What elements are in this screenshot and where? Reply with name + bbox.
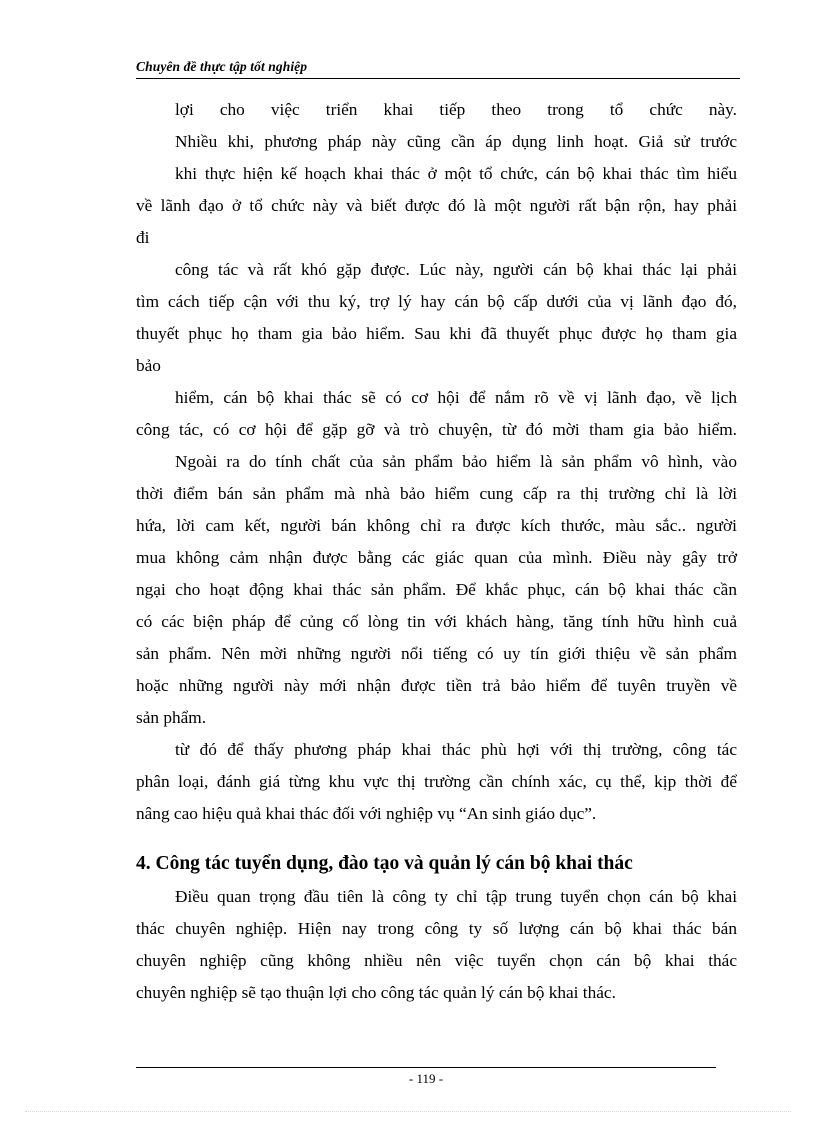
footer-divider: [136, 1067, 716, 1068]
document-title: Chuyên đề thực tập tốt nghiệp: [136, 59, 308, 74]
text-line: hiểm, cán bộ khai thác sẽ có cơ hội để nắm rõ về vị lãnh đạo, về lịch: [175, 388, 737, 407]
text-line: công tác và rất khó gặp được. Lúc này, người cán bộ khai thác lại phải: [175, 260, 737, 279]
text-line: Điều quan trọng đầu tiên là công ty chỉ tập trung tuyển chọn cán bộ khai: [175, 887, 737, 906]
page-boundary: [25, 1111, 791, 1112]
header-divider: [136, 78, 740, 79]
text-line: lợi cho việc triển khai tiếp theo trong tổ chức này.: [175, 100, 737, 119]
text-line: chuyên nghiệp sẽ tạo thuận lợi cho công tác quản lý cán bộ khai thác.: [136, 983, 616, 1002]
text-line: công tác, có cơ hội để gặp gỡ và trò chuyện, từ đó mời tham gia bảo hiểm.: [136, 420, 737, 439]
text-line: bảo: [136, 356, 161, 375]
text-line: ngại cho hoạt động khai thác sản phẩm. Để khắc phục, cán bộ khai thác cần: [136, 580, 737, 599]
text-line: chuyên nghiệp cũng không nhiều nên việc tuyển chọn cán bộ khai thác: [136, 951, 737, 970]
text-line: khi thực hiện kế hoạch khai thác ở một tổ chức, cán bộ khai thác tìm hiểu: [175, 164, 737, 183]
body-paragraphs: [136, 94, 737, 830]
text-line: Nhiều khi, phương pháp này cũng cần áp dụng linh hoạt. Giả sử trước: [175, 132, 737, 151]
page-footer: [136, 1067, 716, 1088]
text-line: đi: [136, 228, 150, 247]
section-heading: 4. Công tác tuyển dụng, đào tạo và quản lý cán bộ khai thác: [136, 853, 633, 874]
page-number: - 119 -: [408, 1071, 444, 1086]
text-line: Ngoài ra do tính chất của sản phẩm bảo hiểm là sản phẩm vô hình, vào: [175, 452, 737, 471]
text-line: nâng cao hiệu quả khai thác đối với nghiệp vụ “An sinh giáo dục”.: [136, 804, 597, 823]
text-line: tìm cách tiếp cận với thu ký, trợ lý hay cán bộ cấp dưới của vị lãnh đạo đó,: [136, 292, 737, 311]
text-line: có các biện pháp để củng cố lòng tin với khách hàng, tăng tính hữu hình cuả: [136, 612, 737, 631]
page-header: [136, 58, 740, 79]
section-paragraph: [136, 881, 737, 1009]
text-line: từ đó để thấy phương pháp khai thác phù hợi với thị trường, công tác: [175, 740, 737, 759]
text-line: thuyết phục họ tham gia bảo hiểm. Sau khi đã thuyết phục được họ tham gia: [136, 324, 737, 343]
text-line: về lãnh đạo ở tổ chức này và biết được đó là một người rất bận rộn, hay phải: [136, 196, 737, 215]
text-line: hoặc những người này mới nhận được tiền trả bảo hiểm để tuyên truyền về: [136, 676, 737, 695]
text-line: thác chuyên nghiệp. Hiện nay trong công ty số lượng cán bộ khai thác bán: [136, 919, 737, 938]
text-line: sản phẩm.: [136, 708, 207, 727]
text-line: mua không cảm nhận được bằng các giác quan của mình. Điều này gây trở: [136, 548, 737, 567]
document-body: [136, 94, 737, 1009]
text-line: thời điểm bán sản phẩm mà nhà bảo hiểm cung cấp ra thị trường chỉ là lời: [136, 484, 737, 503]
text-line: phân loại, đánh giá từng khu vực thị trường cần chính xác, cụ thể, kịp thời để: [136, 772, 737, 791]
text-line: sản phẩm. Nên mời những người nổi tiếng có uy tín giới thiệu về sản phẩm: [136, 644, 737, 663]
text-line: hứa, lời cam kết, người bán không chỉ ra được kích thước, màu sắc.. người: [136, 516, 737, 535]
